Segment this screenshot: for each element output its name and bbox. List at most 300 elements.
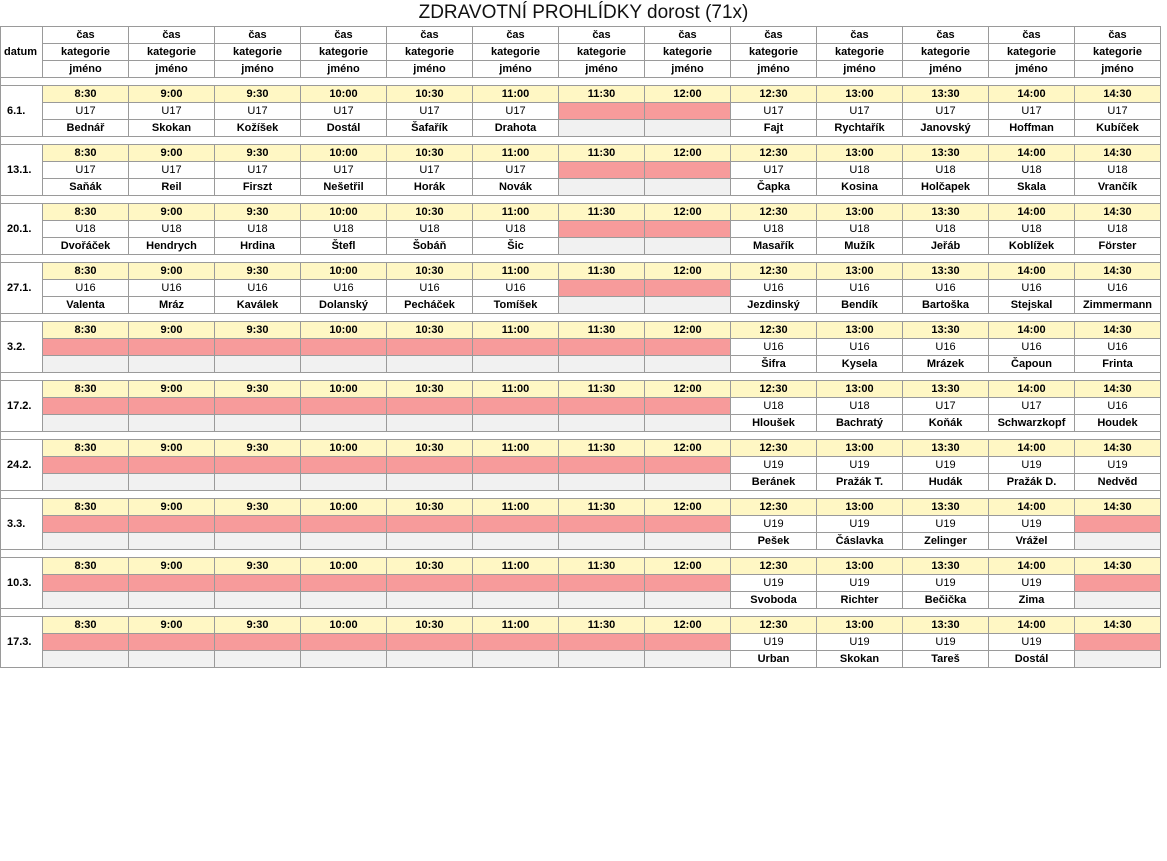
unavailable-slot	[43, 457, 129, 474]
column-header: jméno	[903, 61, 989, 78]
unavailable-slot	[215, 516, 301, 533]
name-cell: Pražák D.	[989, 474, 1075, 491]
time-row	[1, 204, 1161, 221]
category-row	[1, 221, 1161, 238]
name-cell	[1075, 592, 1161, 609]
name-cell	[215, 533, 301, 550]
spacer-cell	[817, 432, 903, 440]
name-cell: Saňák	[43, 179, 129, 196]
name-cell	[129, 356, 215, 373]
time-cell: 9:00	[129, 381, 215, 398]
unavailable-slot	[559, 339, 645, 356]
spacer-cell	[903, 491, 989, 499]
spacer-cell	[817, 255, 903, 263]
name-cell: Reil	[129, 179, 215, 196]
time-cell: 12:00	[645, 558, 731, 575]
category-cell: U18	[215, 221, 301, 238]
time-cell: 13:30	[903, 499, 989, 516]
name-cell	[43, 415, 129, 432]
time-cell: 9:00	[129, 617, 215, 634]
spacer-cell	[903, 314, 989, 322]
time-cell: 10:30	[387, 322, 473, 339]
name-cell: Hoffman	[989, 120, 1075, 137]
category-cell: U17	[129, 103, 215, 120]
date-label: 24.2.	[1, 440, 43, 491]
unavailable-slot	[43, 398, 129, 415]
spacer-cell	[301, 373, 387, 381]
name-cell: Bečička	[903, 592, 989, 609]
unavailable-slot	[129, 457, 215, 474]
name-cell	[473, 356, 559, 373]
time-cell: 10:00	[301, 263, 387, 280]
time-row	[1, 499, 1161, 516]
spacer-cell	[559, 196, 645, 204]
column-header: čas	[817, 27, 903, 44]
time-row	[1, 617, 1161, 634]
spacer-cell	[129, 196, 215, 204]
header-row	[1, 44, 1161, 61]
category-cell: U17	[43, 162, 129, 179]
time-cell: 11:30	[559, 617, 645, 634]
unavailable-slot	[43, 339, 129, 356]
spacer-cell	[645, 609, 731, 617]
name-cell	[473, 651, 559, 668]
time-cell: 14:30	[1075, 617, 1161, 634]
name-cell	[559, 651, 645, 668]
spacer-cell	[1075, 550, 1161, 558]
column-header: jméno	[43, 61, 129, 78]
column-header: čas	[215, 27, 301, 44]
spacer-cell	[731, 609, 817, 617]
name-cell	[1075, 533, 1161, 550]
spacer-cell	[645, 196, 731, 204]
time-cell: 14:00	[989, 145, 1075, 162]
spacer-cell	[645, 491, 731, 499]
spacer-cell	[387, 314, 473, 322]
time-cell: 14:00	[989, 558, 1075, 575]
unavailable-slot	[129, 339, 215, 356]
name-cell: Tareš	[903, 651, 989, 668]
name-cell	[645, 651, 731, 668]
spacer-cell	[1, 78, 43, 86]
category-cell: U17	[43, 103, 129, 120]
time-cell: 14:00	[989, 263, 1075, 280]
name-cell: Mrázek	[903, 356, 989, 373]
category-cell: U19	[817, 516, 903, 533]
category-cell: U18	[301, 221, 387, 238]
date-label: 3.3.	[1, 499, 43, 550]
spacer-cell	[731, 432, 817, 440]
time-cell: 13:00	[817, 499, 903, 516]
category-cell: U19	[989, 457, 1075, 474]
time-cell: 12:00	[645, 204, 731, 221]
unavailable-slot	[1075, 575, 1161, 592]
time-cell: 10:30	[387, 617, 473, 634]
name-cell: Čáslavka	[817, 533, 903, 550]
unavailable-slot	[129, 575, 215, 592]
spacer-cell	[387, 550, 473, 558]
name-cell: Hudák	[903, 474, 989, 491]
column-header: jméno	[989, 61, 1075, 78]
column-header: kategorie	[989, 44, 1075, 61]
category-cell: U17	[817, 103, 903, 120]
spacer-cell	[1, 137, 43, 145]
spacer-cell	[731, 314, 817, 322]
spacer-cell	[473, 491, 559, 499]
time-cell: 9:30	[215, 204, 301, 221]
name-cell	[129, 592, 215, 609]
date-label: 17.2.	[1, 381, 43, 432]
spacer-row	[1, 373, 1161, 381]
unavailable-slot	[43, 516, 129, 533]
time-cell: 10:00	[301, 322, 387, 339]
time-cell: 14:00	[989, 204, 1075, 221]
column-header: kategorie	[903, 44, 989, 61]
spacer-cell	[817, 491, 903, 499]
category-cell: U18	[989, 221, 1075, 238]
name-cell: Šafařík	[387, 120, 473, 137]
spacer-cell	[1075, 78, 1161, 86]
spacer-cell	[43, 609, 129, 617]
spacer-cell	[43, 78, 129, 86]
time-cell: 9:30	[215, 558, 301, 575]
spacer-cell	[731, 550, 817, 558]
name-cell: Kožíšek	[215, 120, 301, 137]
time-cell: 13:30	[903, 145, 989, 162]
time-cell: 13:00	[817, 440, 903, 457]
name-cell	[129, 415, 215, 432]
time-cell: 9:00	[129, 204, 215, 221]
category-cell: U18	[817, 162, 903, 179]
column-header: kategorie	[387, 44, 473, 61]
unavailable-slot	[215, 339, 301, 356]
column-header: jméno	[559, 61, 645, 78]
time-cell: 12:30	[731, 322, 817, 339]
spacer-cell	[473, 373, 559, 381]
schedule-table	[0, 26, 1161, 668]
column-header: jméno	[129, 61, 215, 78]
time-cell: 11:00	[473, 86, 559, 103]
spacer-cell	[731, 78, 817, 86]
time-cell: 9:30	[215, 499, 301, 516]
time-row	[1, 86, 1161, 103]
spacer-row	[1, 314, 1161, 322]
name-cell	[473, 533, 559, 550]
unavailable-slot	[645, 103, 731, 120]
name-cell: Pešek	[731, 533, 817, 550]
spacer-cell	[215, 432, 301, 440]
spacer-cell	[731, 196, 817, 204]
spacer-cell	[989, 550, 1075, 558]
spacer-cell	[387, 432, 473, 440]
unavailable-slot	[215, 634, 301, 651]
name-cell: Dostál	[301, 120, 387, 137]
spacer-cell	[903, 373, 989, 381]
name-cell: Tomíšek	[473, 297, 559, 314]
name-cell	[645, 238, 731, 255]
unavailable-slot	[301, 634, 387, 651]
time-cell: 10:00	[301, 617, 387, 634]
time-row	[1, 263, 1161, 280]
spacer-cell	[473, 550, 559, 558]
spacer-row	[1, 609, 1161, 617]
category-row	[1, 103, 1161, 120]
spacer-cell	[1, 373, 43, 381]
name-cell: Stejskal	[989, 297, 1075, 314]
name-cell: Holčapek	[903, 179, 989, 196]
time-cell: 10:30	[387, 381, 473, 398]
unavailable-slot	[301, 457, 387, 474]
name-cell	[559, 297, 645, 314]
spacer-cell	[1, 491, 43, 499]
spacer-cell	[1, 314, 43, 322]
column-header: jméno	[301, 61, 387, 78]
name-cell: Hloušek	[731, 415, 817, 432]
category-cell: U17	[473, 103, 559, 120]
time-cell: 13:30	[903, 86, 989, 103]
time-cell: 10:00	[301, 145, 387, 162]
spacer-cell	[559, 255, 645, 263]
column-header: kategorie	[473, 44, 559, 61]
name-cell: Bednář	[43, 120, 129, 137]
time-cell: 12:30	[731, 204, 817, 221]
name-cell: Bachratý	[817, 415, 903, 432]
time-cell: 13:00	[817, 145, 903, 162]
unavailable-slot	[473, 516, 559, 533]
spacer-cell	[1, 255, 43, 263]
spacer-cell	[559, 373, 645, 381]
category-cell: U19	[731, 634, 817, 651]
spacer-cell	[903, 609, 989, 617]
name-cell	[215, 592, 301, 609]
unavailable-slot	[43, 634, 129, 651]
column-header: kategorie	[215, 44, 301, 61]
time-cell: 11:00	[473, 440, 559, 457]
spacer-cell	[1075, 255, 1161, 263]
category-row	[1, 280, 1161, 297]
spacer-cell	[903, 196, 989, 204]
category-cell: U16	[1075, 280, 1161, 297]
spacer-cell	[215, 609, 301, 617]
spacer-cell	[903, 432, 989, 440]
spacer-cell	[43, 491, 129, 499]
spacer-cell	[559, 491, 645, 499]
time-cell: 13:00	[817, 558, 903, 575]
name-cell: Förster	[1075, 238, 1161, 255]
unavailable-slot	[387, 339, 473, 356]
column-header: čas	[473, 27, 559, 44]
spacer-cell	[129, 373, 215, 381]
name-cell: Kubíček	[1075, 120, 1161, 137]
name-cell: Urban	[731, 651, 817, 668]
time-cell: 14:30	[1075, 499, 1161, 516]
date-label: 3.2.	[1, 322, 43, 373]
time-cell: 13:30	[903, 558, 989, 575]
spacer-cell	[387, 373, 473, 381]
name-cell: Zima	[989, 592, 1075, 609]
time-cell: 12:00	[645, 499, 731, 516]
date-label: 6.1.	[1, 86, 43, 137]
column-header: jméno	[645, 61, 731, 78]
category-cell: U19	[989, 634, 1075, 651]
category-cell: U16	[817, 280, 903, 297]
column-header: kategorie	[645, 44, 731, 61]
spacer-cell	[43, 196, 129, 204]
spacer-cell	[43, 255, 129, 263]
column-header: kategorie	[1075, 44, 1161, 61]
time-cell: 10:30	[387, 86, 473, 103]
spacer-cell	[473, 137, 559, 145]
category-cell: U16	[731, 280, 817, 297]
name-cell	[559, 238, 645, 255]
column-header: jméno	[387, 61, 473, 78]
unavailable-slot	[387, 398, 473, 415]
unavailable-slot	[129, 516, 215, 533]
unavailable-slot	[129, 398, 215, 415]
spacer-cell	[817, 609, 903, 617]
spacer-cell	[215, 196, 301, 204]
time-cell: 11:30	[559, 558, 645, 575]
time-cell: 8:30	[43, 204, 129, 221]
name-cell: Skokan	[817, 651, 903, 668]
column-header: čas	[129, 27, 215, 44]
spacer-cell	[129, 255, 215, 263]
time-cell: 12:30	[731, 381, 817, 398]
category-cell: U18	[817, 398, 903, 415]
time-cell: 12:00	[645, 86, 731, 103]
spacer-cell	[559, 78, 645, 86]
spacer-cell	[215, 314, 301, 322]
spacer-cell	[301, 255, 387, 263]
time-cell: 12:00	[645, 617, 731, 634]
unavailable-slot	[43, 575, 129, 592]
page-title: ZDRAVOTNÍ PROHLÍDKY dorost (71x)	[418, 2, 749, 23]
column-header: čas	[731, 27, 817, 44]
datum-header: datum	[1, 27, 43, 78]
name-cell: Štefl	[301, 238, 387, 255]
name-cell: Bartoška	[903, 297, 989, 314]
category-cell: U17	[903, 398, 989, 415]
name-cell	[43, 651, 129, 668]
category-cell: U17	[215, 103, 301, 120]
unavailable-slot	[1075, 634, 1161, 651]
time-cell: 12:30	[731, 145, 817, 162]
spacer-cell	[645, 550, 731, 558]
category-cell: U16	[473, 280, 559, 297]
time-cell: 14:30	[1075, 263, 1161, 280]
time-cell: 9:00	[129, 558, 215, 575]
time-cell: 8:30	[43, 440, 129, 457]
spacer-cell	[903, 550, 989, 558]
spacer-cell	[559, 550, 645, 558]
time-cell: 10:00	[301, 86, 387, 103]
unavailable-slot	[387, 457, 473, 474]
spacer-cell	[387, 609, 473, 617]
category-cell: U17	[301, 162, 387, 179]
name-cell	[129, 474, 215, 491]
time-cell: 13:30	[903, 440, 989, 457]
category-cell: U16	[903, 339, 989, 356]
time-cell: 9:30	[215, 381, 301, 398]
name-cell	[645, 592, 731, 609]
category-cell: U17	[731, 103, 817, 120]
column-header: čas	[387, 27, 473, 44]
name-cell	[387, 356, 473, 373]
time-cell: 11:00	[473, 204, 559, 221]
name-cell: Čapka	[731, 179, 817, 196]
time-cell: 12:30	[731, 440, 817, 457]
spacer-row	[1, 432, 1161, 440]
category-cell: U17	[215, 162, 301, 179]
name-cell: Čapoun	[989, 356, 1075, 373]
spacer-cell	[129, 550, 215, 558]
name-cell: Šobáň	[387, 238, 473, 255]
name-cell: Frinta	[1075, 356, 1161, 373]
spacer-cell	[731, 491, 817, 499]
name-cell: Firszt	[215, 179, 301, 196]
spacer-cell	[129, 609, 215, 617]
name-cell: Rychtařík	[817, 120, 903, 137]
category-cell: U17	[989, 398, 1075, 415]
name-row	[1, 120, 1161, 137]
spacer-cell	[1075, 373, 1161, 381]
unavailable-slot	[559, 634, 645, 651]
spacer-cell	[645, 137, 731, 145]
name-cell: Novák	[473, 179, 559, 196]
name-cell: Zelinger	[903, 533, 989, 550]
spacer-cell	[129, 78, 215, 86]
time-cell: 14:00	[989, 499, 1075, 516]
spacer-cell	[559, 137, 645, 145]
time-cell: 11:00	[473, 263, 559, 280]
spacer-cell	[989, 314, 1075, 322]
column-header: čas	[645, 27, 731, 44]
spacer-cell	[731, 373, 817, 381]
unavailable-slot	[559, 221, 645, 238]
spacer-cell	[1, 550, 43, 558]
unavailable-slot	[1075, 516, 1161, 533]
spacer-cell	[387, 78, 473, 86]
name-cell: Mráz	[129, 297, 215, 314]
time-cell: 10:00	[301, 499, 387, 516]
name-cell	[387, 415, 473, 432]
name-cell: Hrdina	[215, 238, 301, 255]
name-cell: Vrážel	[989, 533, 1075, 550]
name-cell	[1075, 651, 1161, 668]
category-row	[1, 457, 1161, 474]
name-cell	[645, 474, 731, 491]
name-cell: Vrančík	[1075, 179, 1161, 196]
category-row	[1, 162, 1161, 179]
spacer-cell	[301, 137, 387, 145]
category-cell: U17	[903, 103, 989, 120]
name-cell: Schwarzkopf	[989, 415, 1075, 432]
spacer-cell	[817, 196, 903, 204]
column-header: jméno	[473, 61, 559, 78]
unavailable-slot	[645, 457, 731, 474]
time-cell: 13:00	[817, 322, 903, 339]
spacer-cell	[473, 255, 559, 263]
name-row	[1, 415, 1161, 432]
category-cell: U18	[129, 221, 215, 238]
spacer-cell	[645, 314, 731, 322]
time-cell: 14:30	[1075, 86, 1161, 103]
column-header: čas	[559, 27, 645, 44]
time-cell: 9:00	[129, 263, 215, 280]
spacer-cell	[215, 255, 301, 263]
name-cell: Zimmermann	[1075, 297, 1161, 314]
name-cell	[473, 592, 559, 609]
